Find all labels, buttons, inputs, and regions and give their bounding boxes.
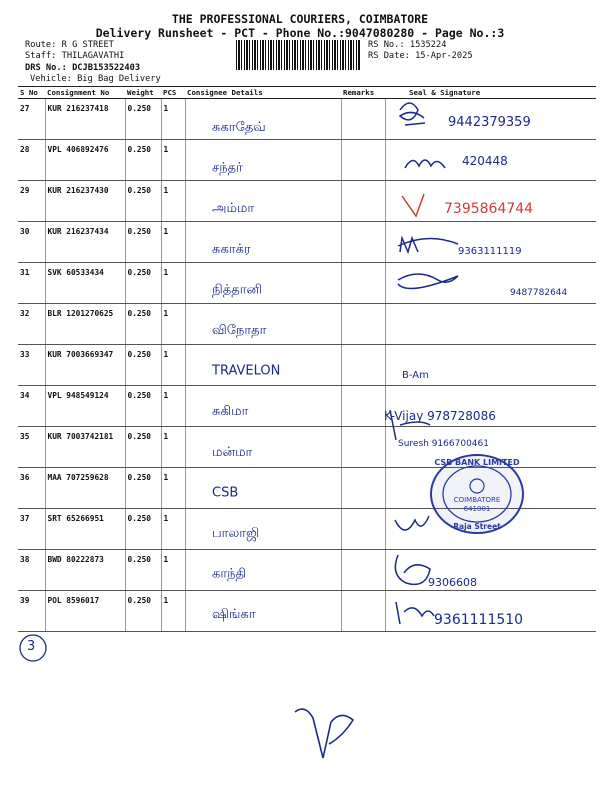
handwritten-signature-number: Suresh 9166700461 <box>398 439 489 449</box>
cell-sno: 29 <box>18 181 45 222</box>
col-weight-header: Weight <box>125 87 161 99</box>
table-row <box>18 345 596 386</box>
col-sno-header: S No <box>18 87 45 99</box>
cell-remarks <box>341 509 385 550</box>
cell-pcs: 1 <box>161 386 185 427</box>
handwritten-signature-number: K-Vijay 978728086 <box>384 409 496 423</box>
stamp-pin: 641001 <box>463 505 491 513</box>
bottom-signature <box>295 709 353 758</box>
page-mark-circle <box>20 635 46 661</box>
cell-consignee <box>185 591 341 632</box>
col-signature-header: Seal & Signature <box>385 87 596 99</box>
cell-pcs: 1 <box>161 181 185 222</box>
cell-weight: 0.250 <box>125 304 161 345</box>
cell-weight: 0.250 <box>125 427 161 468</box>
cell-signature <box>385 591 596 632</box>
cell-consignee <box>185 386 341 427</box>
table-row <box>18 99 596 140</box>
cell-remarks <box>341 427 385 468</box>
cell-remarks <box>341 468 385 509</box>
table-row <box>18 181 596 222</box>
cell-consignment: BWD 80222873 <box>45 550 125 591</box>
cell-remarks <box>341 304 385 345</box>
cell-sno: 30 <box>18 222 45 263</box>
table-header-row <box>18 87 596 99</box>
handwritten-consignee: காந்தி <box>212 566 247 582</box>
cell-remarks <box>341 222 385 263</box>
cell-consignee <box>185 427 341 468</box>
cell-consignment: SVK 60533434 <box>45 263 125 304</box>
staff-label: Staff: THILAGAVATHI <box>25 51 125 61</box>
cell-consignee <box>185 263 341 304</box>
handwritten-signature-number: 9306608 <box>428 576 477 589</box>
cell-sno: 38 <box>18 550 45 591</box>
table-row <box>18 304 596 345</box>
cell-weight: 0.250 <box>125 591 161 632</box>
cell-consignee <box>185 550 341 591</box>
table-row <box>18 550 596 591</box>
cell-sno: 28 <box>18 140 45 181</box>
cell-signature <box>385 99 596 140</box>
handwritten-consignee: சுகாக்ர <box>212 241 251 257</box>
runsheet-subtitle: Delivery Runsheet - PCT - Phone No.:9047080280 - Page No.:3 <box>95 26 505 40</box>
cell-signature <box>385 181 596 222</box>
handwritten-consignee: சுகாதேவ் <box>212 120 266 135</box>
cell-pcs: 1 <box>161 263 185 304</box>
table-row <box>18 140 596 181</box>
company-title: THE PROFESSIONAL COURIERS, COIMBATORE <box>171 12 429 26</box>
vehicle-label: Vehicle: Big Bag Delivery <box>30 74 161 84</box>
handwritten-consignee: நித்தானி <box>212 282 263 298</box>
handwritten-consignee: அம்மா <box>212 201 255 217</box>
cell-consignment: KUR 216237430 <box>45 181 125 222</box>
cell-signature <box>385 263 596 304</box>
cell-sno: 32 <box>18 304 45 345</box>
handwritten-signature-number: 9442379359 <box>448 115 531 130</box>
handwritten-consignee: ஷிங்கா <box>212 607 256 623</box>
cell-consignment: KUR 7003742181 <box>45 427 125 468</box>
handwritten-signature-number: 420448 <box>462 154 508 168</box>
handwritten-consignee: CSB <box>212 485 239 501</box>
handwritten-signature-number: 7395864744 <box>444 201 534 217</box>
cell-pcs: 1 <box>161 509 185 550</box>
cell-sno: 31 <box>18 263 45 304</box>
cell-consignment: SRT 65266951 <box>45 509 125 550</box>
handwritten-signature-number: 9361111510 <box>434 612 524 628</box>
drs-label: DRS No.: DCJB153522403 <box>25 63 141 73</box>
cell-consignee <box>185 345 341 386</box>
cell-weight: 0.250 <box>125 99 161 140</box>
cell-consignment: VPL 948549124 <box>45 386 125 427</box>
col-remarks-header: Remarks <box>341 87 385 99</box>
page-mark-number: 3 <box>27 639 36 654</box>
cell-pcs: 1 <box>161 140 185 181</box>
cell-remarks <box>341 140 385 181</box>
stamp-street: Raja Street <box>453 522 501 531</box>
cell-consignment: MAA 707259628 <box>45 468 125 509</box>
handwritten-consignee: சந்தர் <box>212 160 243 176</box>
cell-pcs: 1 <box>161 345 185 386</box>
handwritten-consignee: சுகிமா <box>212 404 249 420</box>
col-consignment-header: Consignment No <box>45 87 125 99</box>
cell-consignee <box>185 140 341 181</box>
cell-consignee <box>185 181 341 222</box>
cell-remarks <box>341 99 385 140</box>
handwritten-consignee: TRAVELON <box>212 363 281 379</box>
cell-remarks <box>341 591 385 632</box>
cell-remarks <box>341 550 385 591</box>
cell-consignment: POL 8596017 <box>45 591 125 632</box>
cell-consignment: BLR 1201270625 <box>45 304 125 345</box>
cell-pcs: 1 <box>161 591 185 632</box>
cell-weight: 0.250 <box>125 509 161 550</box>
table-row <box>18 263 596 304</box>
cell-pcs: 1 <box>161 222 185 263</box>
cell-weight: 0.250 <box>125 140 161 181</box>
cell-pcs: 1 <box>161 427 185 468</box>
handwritten-consignee: விநோதா <box>212 323 267 338</box>
cell-signature <box>385 222 596 263</box>
cell-sno: 35 <box>18 427 45 468</box>
table-row <box>18 222 596 263</box>
col-consignee-header: Consignee Details <box>185 87 341 99</box>
rs-date: RS Date: 15-Apr-2025 <box>368 51 473 61</box>
cell-consignee <box>185 468 341 509</box>
bank-seal-stamp <box>428 452 526 536</box>
handwritten-signature-number: 9487782644 <box>510 288 568 298</box>
col-pcs-header: PCS <box>161 87 185 99</box>
cell-remarks <box>341 345 385 386</box>
handwritten-signature-number: B-Am <box>402 370 429 381</box>
cell-sno: 33 <box>18 345 45 386</box>
cell-signature <box>385 550 596 591</box>
cell-consignment: KUR 7003669347 <box>45 345 125 386</box>
cell-consignee <box>185 222 341 263</box>
cell-weight: 0.250 <box>125 345 161 386</box>
cell-signature <box>385 140 596 181</box>
cell-consignment: KUR 216237418 <box>45 99 125 140</box>
cell-pcs: 1 <box>161 304 185 345</box>
cell-weight: 0.250 <box>125 222 161 263</box>
cell-sno: 27 <box>18 99 45 140</box>
rs-number: RS No.: 1535224 <box>368 40 447 50</box>
cell-weight: 0.250 <box>125 550 161 591</box>
cell-consignee <box>185 509 341 550</box>
cell-sno: 34 <box>18 386 45 427</box>
handwritten-signature-number: 9363111119 <box>458 246 522 257</box>
barcode <box>236 40 360 70</box>
table-row <box>18 386 596 427</box>
cell-pcs: 1 <box>161 99 185 140</box>
cell-weight: 0.250 <box>125 263 161 304</box>
cell-consignment: VPL 406892476 <box>45 140 125 181</box>
cell-signature <box>385 345 596 386</box>
cell-weight: 0.250 <box>125 181 161 222</box>
cell-consignment: KUR 216237434 <box>45 222 125 263</box>
stamp-city: COIMBATORE <box>453 496 501 504</box>
handwritten-consignee: மன்மா <box>212 444 253 460</box>
cell-remarks <box>341 386 385 427</box>
cell-signature <box>385 386 596 427</box>
cell-remarks <box>341 181 385 222</box>
cell-remarks <box>341 263 385 304</box>
cell-sno: 39 <box>18 591 45 632</box>
cell-pcs: 1 <box>161 468 185 509</box>
route-label: Route: R G STREET <box>25 40 114 50</box>
table-row <box>18 591 596 632</box>
cell-pcs: 1 <box>161 550 185 591</box>
cell-signature <box>385 304 596 345</box>
cell-weight: 0.250 <box>125 386 161 427</box>
cell-weight: 0.250 <box>125 468 161 509</box>
cell-consignee <box>185 304 341 345</box>
runsheet-table <box>18 86 596 632</box>
handwritten-consignee: பாலாஜி <box>212 526 260 541</box>
cell-consignee <box>185 99 341 140</box>
cell-sno: 37 <box>18 509 45 550</box>
cell-sno: 36 <box>18 468 45 509</box>
stamp-bank-name: CSB BANK LIMITED <box>434 458 520 467</box>
